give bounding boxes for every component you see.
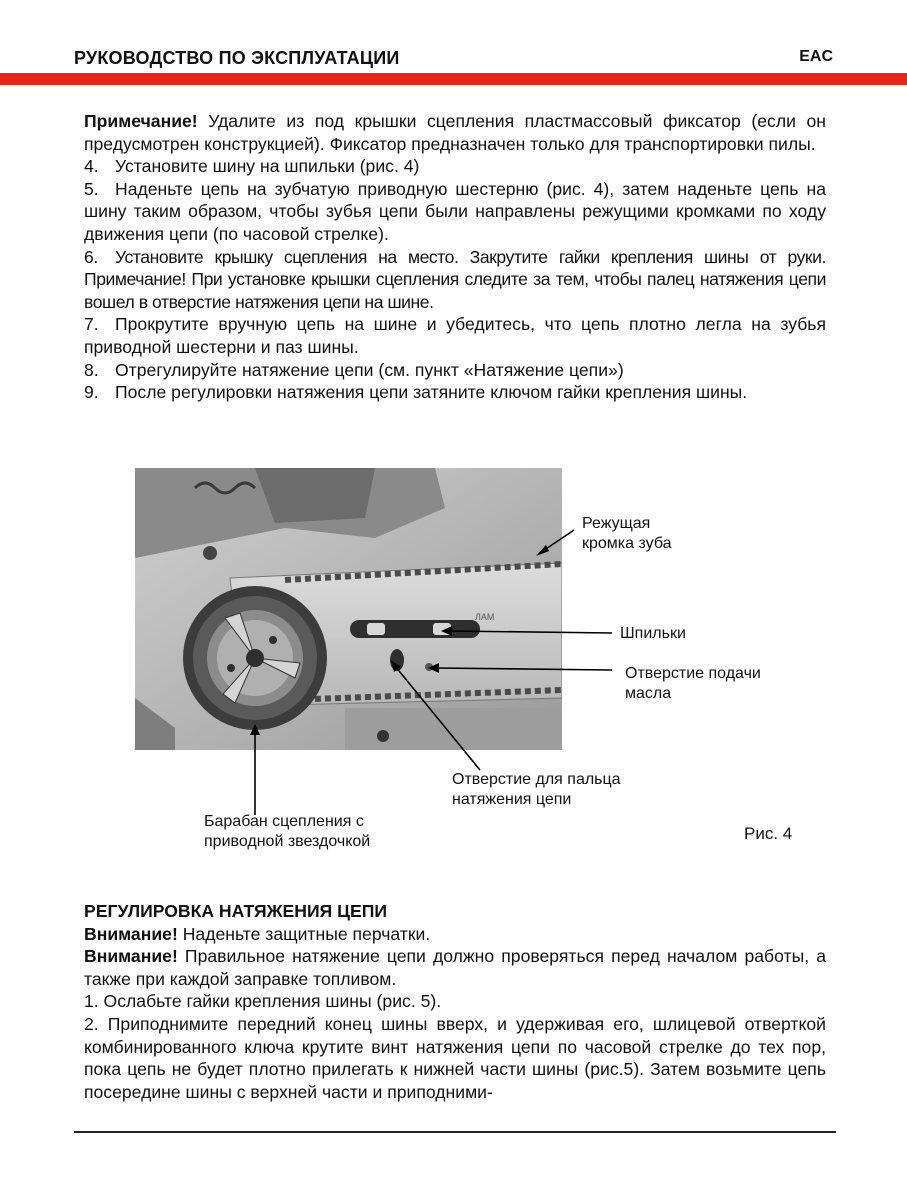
chainsaw-clutch-photo xyxy=(135,468,562,750)
step-item: 2. Приподнимите передний конец шины вверх, и удерживая его, шлицевой отверткой комбинированного ключа крутите винт натяжения цепи по часовой стрелке до тех пор, пока цепь не будет плотно прилегать к нижней части шины (рис.5). Затем возьмите цепь посередине шины с верхней части и приподними- xyxy=(84,1013,826,1102)
figure-caption: Рис. 4 xyxy=(744,824,793,843)
section-title: РЕГУЛИРОВКА НАТЯЖЕНИЯ ЦЕПИ xyxy=(84,901,388,921)
step-item: 4. Установите шину на шпильки (рис. 4) xyxy=(84,156,420,177)
callout-oil-hole: Отверстие подачи масла xyxy=(625,665,761,702)
warning-paragraph: Внимание! Наденьте защитные перчатки. xyxy=(84,923,431,944)
bar-brand-label: ЛАМ xyxy=(475,612,495,622)
note-label: Примечание! xyxy=(84,111,198,131)
callout-studs: Шпильки xyxy=(620,625,686,642)
note-text: Удалите из под крышки сцепления пластмассовый фиксатор (если он предусмотрен конструкцией). Фиксатор предназначен только для транспортировки пилы. xyxy=(84,111,826,154)
callout-clutch-drum: Барабан сцепления с приводной звездочкой xyxy=(204,813,371,850)
step-item: 9. После регулировки натяжения цепи затяните ключом гайки крепления шины. xyxy=(84,382,748,403)
callout-tension-pin-hole: Отверстие для пальца натяжения цепи xyxy=(452,771,621,808)
step-item: 6. Установите крышку сцепления на место. Закрутите гайки крепления шины от руки. Примечание! При установке крышки сцепления следите за тем, чтобы палец натяжения цепи вошел в отверстие натяжения цепи на шине. xyxy=(84,246,826,312)
step-item: 5. Наденьте цепь на зубчатую приводную шестерню (рис. 4), затем наденьте цепь на шину таким образом, чтобы зубья цепи были направлены режущими кромками по ходу движения цепи (по часовой стрелке). xyxy=(84,178,826,244)
assembly-instructions xyxy=(84,110,826,404)
callout-cutting-edge: Режущая кромка зуба xyxy=(582,515,672,552)
step-item: 8. Отрегулируйте натяжение цепи (см. пункт «Натяжение цепи») xyxy=(84,359,624,380)
eac-mark: EAC xyxy=(799,48,833,65)
warning-paragraph: Внимание! Правильное натяжение цепи должно проверяться перед началом работы, а также при каждой заправке топливом. xyxy=(84,946,826,989)
chain-tension-section xyxy=(84,900,826,1103)
step-item: 1. Ослабьте гайки крепления шины (рис. 5). xyxy=(84,991,442,1012)
page-header-title: РУКОВОДСТВО ПО ЭКСПЛУАТАЦИИ xyxy=(74,48,400,68)
step-item: 7. Прокрутите вручную цепь на шине и убедитесь, что цепь плотно легла на зубья приводной шестерни и паз шины. xyxy=(84,314,826,357)
header-red-bar xyxy=(0,73,907,85)
note-paragraph xyxy=(84,110,826,155)
footer-rule xyxy=(74,1131,836,1133)
